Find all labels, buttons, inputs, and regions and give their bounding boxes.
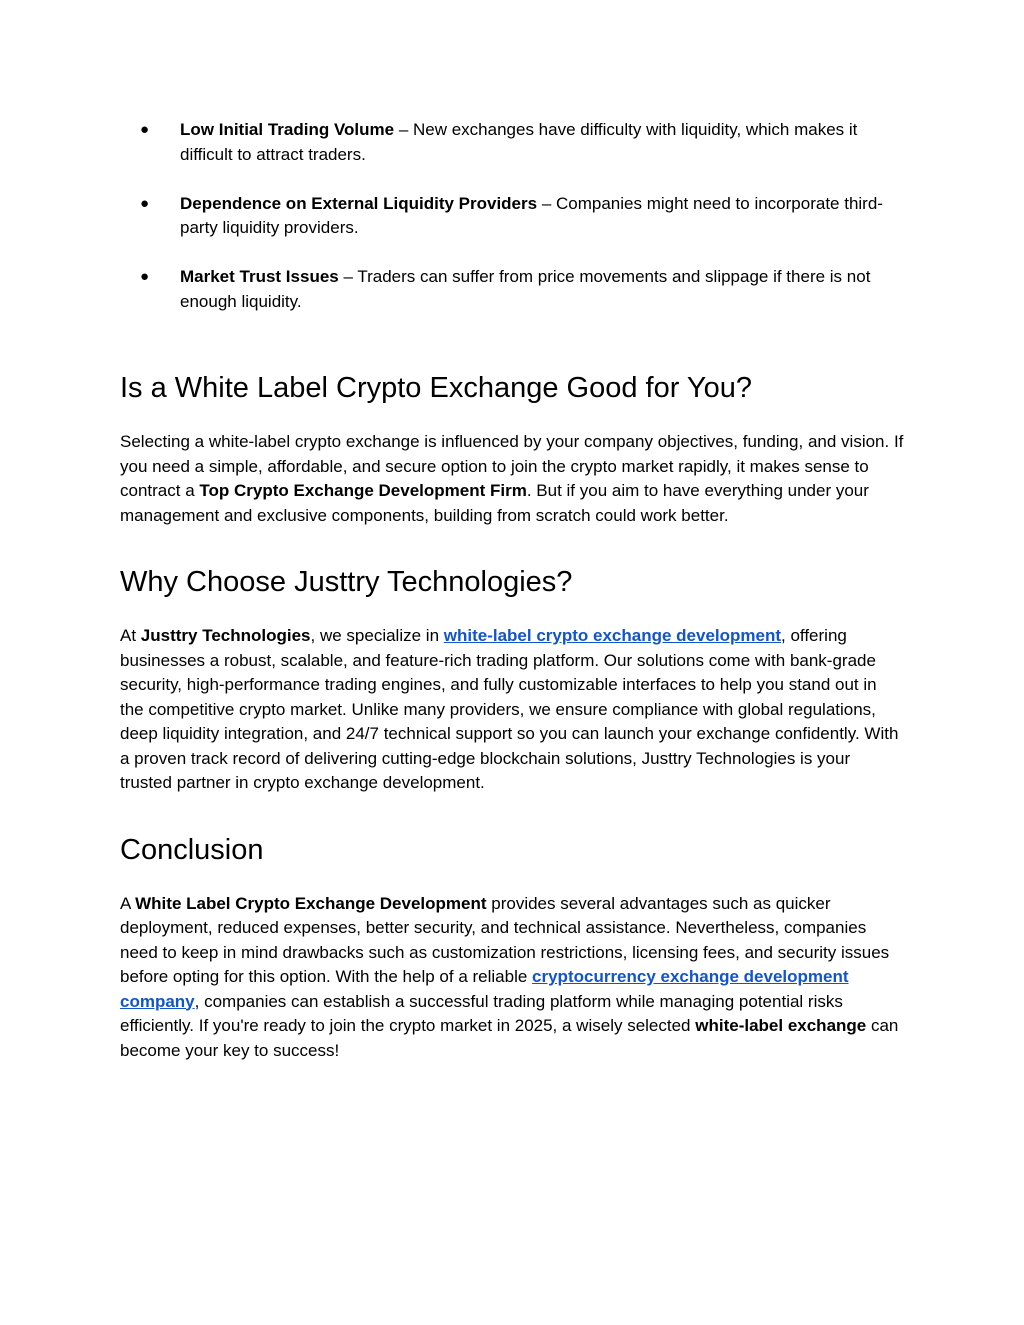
list-item — [120, 118, 904, 167]
section-heading-conclusion: Conclusion — [120, 833, 264, 866]
bullet-icon: ● — [140, 194, 150, 212]
paragraph-text: provides several advantages such as quicker deployment, reduced expenses, better security, and technical assistance. Nevertheless, companies need to keep in mind drawbacks such as customization restrictions, licensing fees, and security issues before opting for this option. With the help of a reliable — [120, 893, 890, 986]
paragraph-conclusion — [120, 892, 904, 1064]
paragraph-good-for-you — [120, 430, 904, 528]
list-item — [120, 265, 904, 314]
document-body — [120, 118, 904, 1063]
paragraph-text: . But if you aim to have everything under your management and exclusive components, building from scratch could work better. — [120, 481, 869, 525]
paragraph-why-choose — [120, 624, 904, 796]
section-heading-good-for-you: Is a White Label Crypto Exchange Good for You? — [120, 372, 752, 404]
list-item — [120, 192, 904, 241]
bullet-text: – Companies might need to incorporate third-party liquidity providers. — [180, 193, 883, 237]
paragraph-text: , we specialize in — [310, 626, 444, 645]
section-heading-why-choose: Why Choose Justtry Technologies? — [120, 566, 573, 598]
liquidity-challenges-list — [120, 118, 904, 314]
bold-text: white-label exchange — [695, 1016, 867, 1035]
bullet-title: Low Initial Trading Volume — [180, 120, 395, 139]
paragraph-text: , companies can establish a successful trading platform while managing potential risks efficiently. If you're ready to join the crypto market in 2025, a wisely selected — [120, 991, 843, 1035]
crypto-exchange-company-link[interactable]: cryptocurrency exchange development company — [120, 967, 849, 1011]
bold-text: Justtry Technologies — [140, 626, 311, 645]
bullet-icon: ● — [140, 121, 150, 138]
bullet-text: – New exchanges have difficulty with liquidity, which makes it difficult to attract traders. — [180, 120, 858, 164]
paragraph-text: Selecting a white-label crypto exchange is influenced by your company objectives, funding, and vision. If you need a simple, affordable, and secure option to join the crypto market rapidly, it makes sense to contract a — [120, 432, 904, 500]
bullet-icon: ● — [140, 268, 150, 285]
bold-text: White Label Crypto Exchange Development — [135, 893, 487, 913]
paragraph-text: At — [120, 626, 141, 645]
paragraph-text: can become your key to success! — [120, 1016, 899, 1060]
bullet-title: Market Trust Issues — [180, 267, 339, 286]
paragraph-text: , offering businesses a robust, scalable, and feature-rich trading platform. Our solutions come with bank-grade security, high-performance trading engines, and fully customizable interfaces to help you stand out in the competitive crypto market. Unlike many providers, we ensure compliance with global regulations, deep liquidity integration, and 24/7 technical support so you can launch your exchange confidently. With a proven track record of delivering cutting-edge blockchain solutions, Justtry Technologies is your trusted partner in crypto exchange development. — [120, 626, 899, 792]
bullet-title: Dependence on External Liquidity Providers — [180, 193, 538, 213]
white-label-exchange-link[interactable]: white-label crypto exchange development — [443, 626, 782, 645]
bold-text: Top Crypto Exchange Development Firm — [199, 481, 527, 500]
paragraph-text: A — [120, 893, 136, 913]
bullet-text: – Traders can suffer from price movements and slippage if there is not enough liquidity. — [180, 267, 871, 311]
